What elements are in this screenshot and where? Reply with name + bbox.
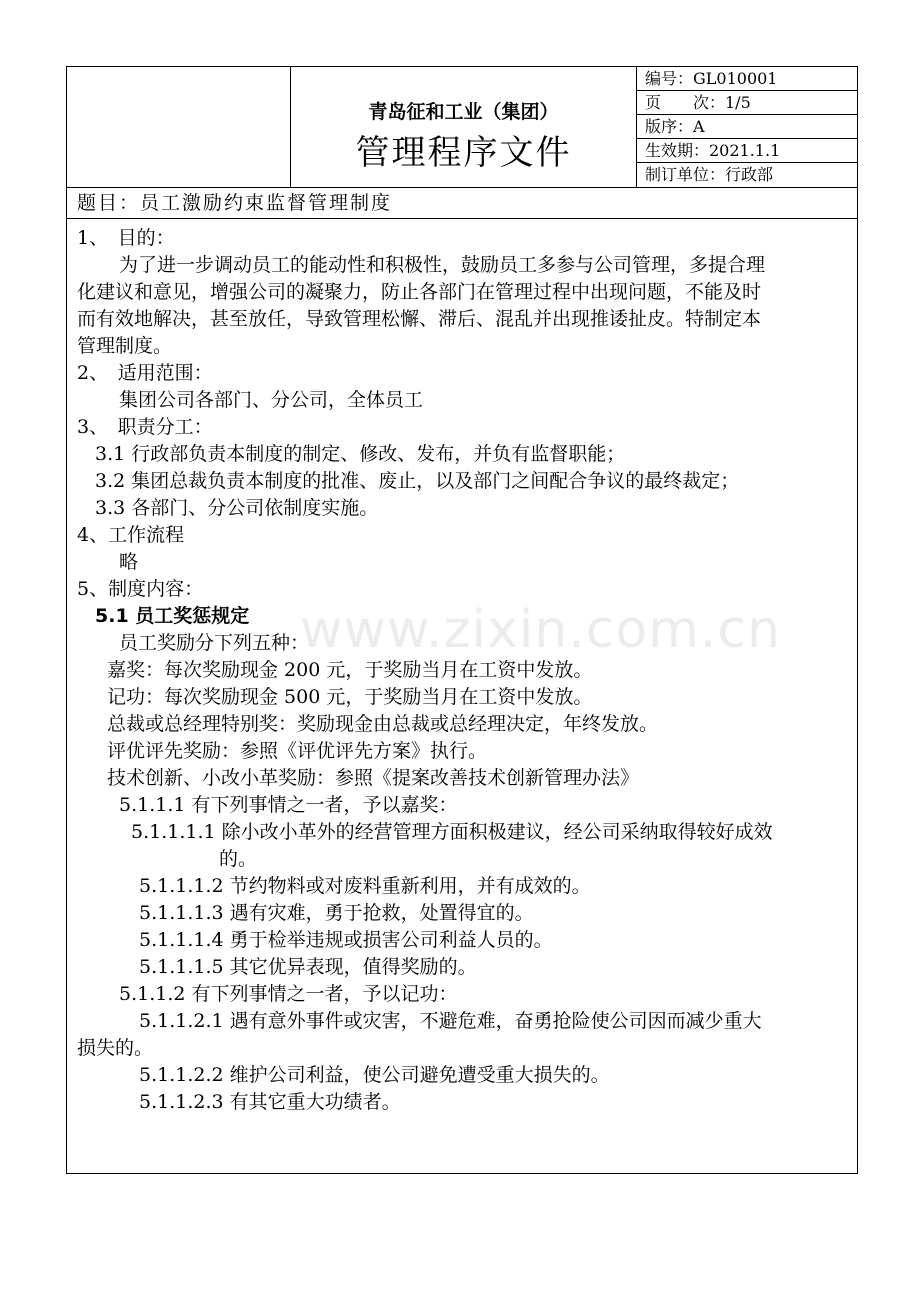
workflow-text: 略 xyxy=(119,551,139,573)
clause-5-1-1-1-2: 5.1.1.1.2 节约物料或对废料重新利用，并有成效的。 xyxy=(139,875,591,897)
awards-intro: 员工奖励分下列五种： xyxy=(119,632,310,654)
clause-continuation: 损失的。 xyxy=(77,1037,154,1059)
subsection-5-1-title: 5.1 员工奖惩规定 xyxy=(95,605,250,627)
section-4-title: 4、工作流程 xyxy=(77,524,185,546)
title-cell xyxy=(291,67,637,187)
document-header xyxy=(67,67,857,188)
award-item: 评优评先奖励：参照《评优评先方案》执行。 xyxy=(107,740,488,762)
clause-5-1-1-2-3: 5.1.1.2.3 有其它重大功绩者。 xyxy=(139,1091,401,1113)
duty-item: 3.1 行政部负责本制度的制定、修改、发布，并负有监督职能； xyxy=(95,443,626,465)
paragraph-line: 为了进一步调动员工的能动性和积极性，鼓励员工多参与公司管理，多提合理 xyxy=(119,254,766,276)
clause-5-1-1-2-1: 5.1.1.2.1 遇有意外事件或灾害，不避危难，奋勇抢险使公司因而减少重大 xyxy=(139,1010,762,1032)
paragraph-line: 而有效地解决，甚至放任，导致管理松懈、滞后、混乱并出现推诿扯皮。特制定本 xyxy=(77,308,762,330)
meta-version: 版序：A xyxy=(637,115,857,139)
section-2-title: 2、 适用范围： xyxy=(77,362,213,384)
clause-continuation: 的。 xyxy=(219,848,258,870)
clause-5-1-1-2: 5.1.1.2 有下列事情之一者，予以记功： xyxy=(119,983,458,1005)
section-1-title: 1、 目的： xyxy=(77,227,175,249)
logo-cell xyxy=(67,67,291,187)
clause-5-1-1-1-3: 5.1.1.1.3 遇有灾难，勇于抢救，处置得宜的。 xyxy=(139,902,534,924)
company-name: 青岛征和工业（集团） xyxy=(368,101,559,123)
award-item: 技术创新、小改小革奖励：参照《提案改善技术创新管理办法》 xyxy=(107,767,640,789)
meta-page: 页 次：1/5 xyxy=(637,91,857,115)
clause-5-1-1-2-2: 5.1.1.2.2 维护公司利益，使公司避免遭受重大损失的。 xyxy=(139,1064,610,1086)
clause-5-1-1-1-1: 5.1.1.1.1 除小改小革外的经营管理方面积极建议，经公司采纳取得较好成效 xyxy=(131,821,773,843)
meta-table xyxy=(637,67,857,187)
meta-department: 制订单位：行政部 xyxy=(645,165,774,184)
award-item: 总裁或总经理特别奖：奖励现金由总裁或总经理决定，年终发放。 xyxy=(107,713,659,735)
scope-text: 集团公司各部门、分公司，全体员工 xyxy=(119,389,424,411)
award-item: 嘉奖：每次奖励现金 200 元，于奖励当月在工资中发放。 xyxy=(107,659,593,681)
watermark: www.zixin.com.cn xyxy=(300,600,781,660)
document-type: 管理程序文件 xyxy=(355,133,572,173)
paragraph-line: 管理制度。 xyxy=(77,335,173,357)
document-subject: 题目：员工激励约束监督管理制度 xyxy=(67,187,857,219)
section-5-title: 5、制度内容： xyxy=(77,578,204,600)
clause-5-1-1-1: 5.1.1.1 有下列事情之一者，予以嘉奖： xyxy=(119,794,458,816)
duty-item: 3.3 各部门、分公司依制度实施。 xyxy=(95,497,379,519)
section-3-title: 3、 职责分工： xyxy=(77,416,213,438)
award-item: 记功：每次奖励现金 500 元，于奖励当月在工资中发放。 xyxy=(107,686,593,708)
clause-5-1-1-1-4: 5.1.1.1.4 勇于检举违规或损害公司利益人员的。 xyxy=(139,929,553,951)
meta-effective-date: 生效期：2021.1.1 xyxy=(637,139,857,163)
meta-code: 编号：GL010001 xyxy=(637,67,857,91)
paragraph-line: 化建议和意见，增强公司的凝聚力，防止各部门在管理过程中出现问题，不能及时 xyxy=(77,281,762,303)
clause-5-1-1-1-5: 5.1.1.1.5 其它优异表现，值得奖励的。 xyxy=(139,956,477,978)
duty-item: 3.2 集团总裁负责本制度的批准、废止，以及部门之间配合争议的最终裁定； xyxy=(95,470,740,492)
